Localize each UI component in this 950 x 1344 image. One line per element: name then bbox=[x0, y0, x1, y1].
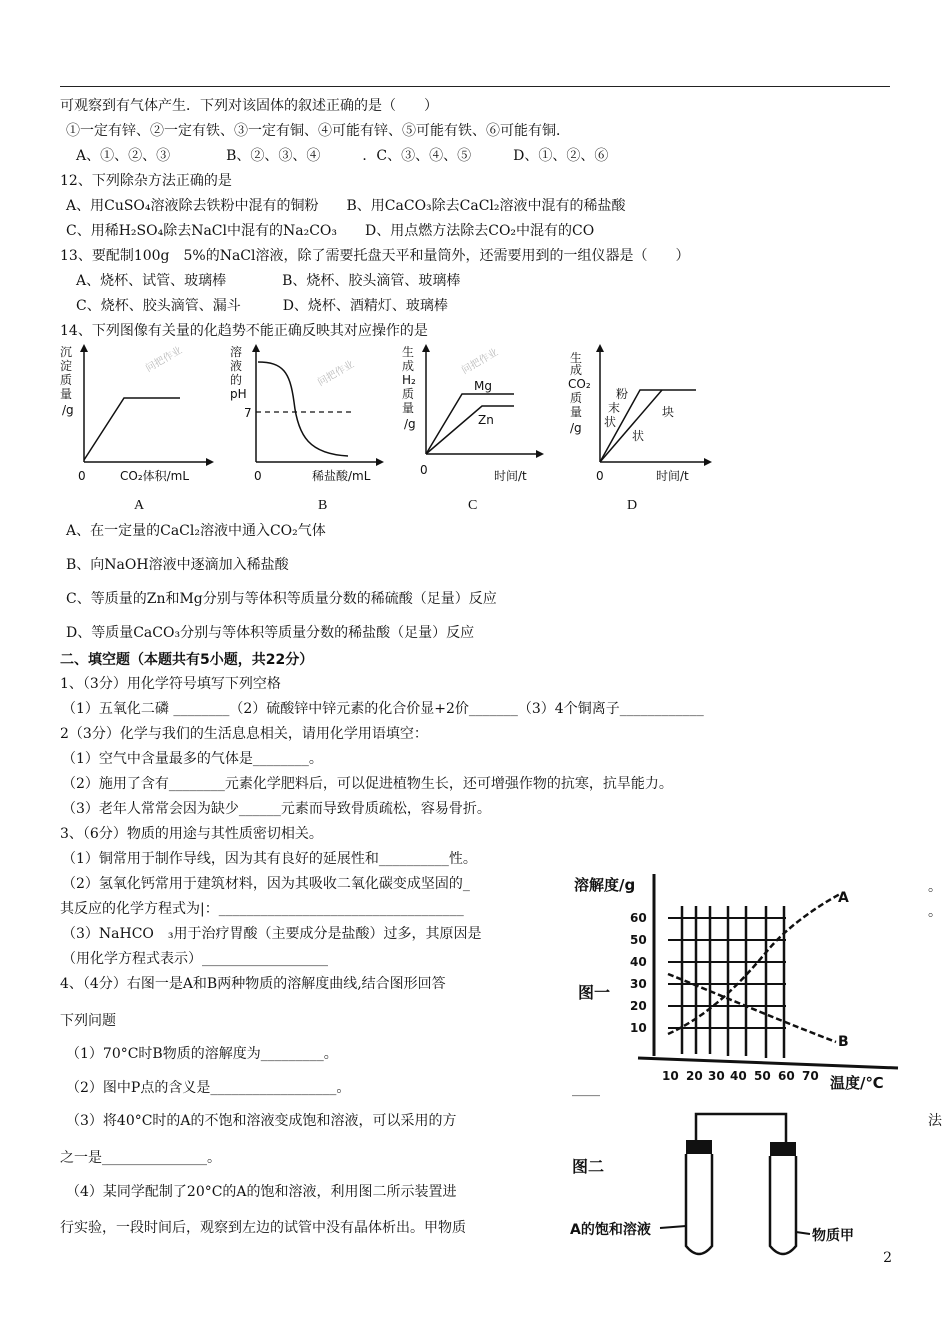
graph-c-zn-label: Zn bbox=[478, 413, 494, 427]
q13-options-ab: A、烧杯、试管、玻璃棒 B、烧杯、胶头滴管、玻璃棒 bbox=[76, 273, 461, 289]
graph-c-ylabel-4: 质 bbox=[402, 387, 415, 401]
graph-c-mg-label: Mg bbox=[474, 379, 492, 393]
q14-option-c: C、等质量的Zn和Mg分别与等体积等质量分数的稀硫酸（足量）反应 bbox=[66, 591, 497, 607]
figure-1-xtick-7: 70 bbox=[802, 1069, 819, 1083]
fill-q2-part3: （3）老年人常常会因为缺少______元素而导致骨质疏松，容易骨折。 bbox=[62, 801, 491, 817]
fill-q4-part3-2: 之一是_______________。 bbox=[60, 1150, 221, 1166]
fill-q2-stem: 2（3分）化学与我们的生活息息相关，请用化学用语填空： bbox=[60, 726, 428, 742]
figure-1-ylabel: 溶解度/g bbox=[574, 876, 636, 894]
page-number: 2 bbox=[883, 1250, 892, 1266]
graph-a-watermark: 问把作业 bbox=[144, 345, 185, 375]
graph-d-ylabel-6: /g bbox=[570, 421, 582, 435]
fill-q4-part2: （2）图中P点的含义是__________________。 bbox=[66, 1080, 351, 1096]
figure-1-curve-b-label: B bbox=[838, 1034, 849, 1050]
fill-q3-part3-eq: （用化学方程式表示）__________________ bbox=[62, 951, 328, 967]
graph-b-watermark: 问把作业 bbox=[316, 359, 357, 389]
graph-d-ylabel: 生 bbox=[570, 351, 583, 365]
graph-d-powder-label-2: 末 bbox=[608, 401, 621, 415]
q12-stem: 12、下列除杂方法正确的是 bbox=[60, 173, 232, 189]
fill-q3-part1: （1）铜常用于制作导线，因为其有良好的延展性和__________性。 bbox=[62, 851, 477, 867]
q13-stem: 13、要配制100g 5%的NaCl溶液，除了需要托盘天平和量筒外，还需要用到的一组仪器是（ ） bbox=[60, 248, 690, 264]
q11-options: A、①、②、③ B、②、③、④ ．C、③、④、⑤ D、①、②、⑥ bbox=[76, 148, 609, 164]
figure-1-label: 图一 bbox=[578, 983, 611, 1002]
graph-b-ylabel-3: 的 bbox=[230, 373, 243, 387]
graph-a-origin: 0 bbox=[78, 469, 86, 483]
graph-c-caption: C bbox=[468, 498, 478, 513]
graph-d-powder-label-3: 状 bbox=[604, 415, 617, 429]
graph-b-xlabel: 稀盐酸/mL bbox=[312, 469, 371, 483]
figure-1-xtick-4: 40 bbox=[730, 1069, 747, 1083]
figure-1-ytick-5: 20 bbox=[630, 999, 647, 1013]
q14-option-a: A、在一定量的CaCl₂溶液中通入CO₂气体 bbox=[66, 523, 326, 539]
figure-1-xtick: 10 bbox=[662, 1069, 679, 1083]
graph-b-origin: 0 bbox=[254, 469, 262, 483]
fill-q4-part4-2: 行实验，一段时间后，观察到左边的试管中没有晶体析出。甲物质 bbox=[60, 1220, 466, 1236]
figure-1-xtick-6: 60 bbox=[778, 1069, 795, 1083]
header-rule bbox=[60, 86, 890, 87]
q14-stem: 14、下列图像有关量的化趋势不能正确反映其对应操作的是 bbox=[60, 323, 428, 339]
figure-1-xlabel: 温度/℃ bbox=[830, 1074, 884, 1092]
fill-q3-part3: （3）NaHCO ₃用于治疗胃酸（主要成分是盐酸）过多，其原因是 bbox=[62, 926, 482, 942]
figure-1-ytick-4: 30 bbox=[630, 977, 647, 991]
figure-2-label: 图二 bbox=[572, 1157, 605, 1176]
graph-b-ylabel-4: pH bbox=[230, 387, 247, 401]
fill-q4-part1: （1）70°C时B物质的溶解度为_________。 bbox=[66, 1046, 338, 1062]
fill-q4-stem: 4、（4分）右图一是A和B两种物质的溶解度曲线,结合图形回答 bbox=[60, 976, 446, 992]
figure-1-solubility bbox=[568, 866, 908, 1098]
figure-1-xtick-3: 30 bbox=[708, 1069, 725, 1083]
figure-1-xtick-2: 20 bbox=[686, 1069, 703, 1083]
graph-c-xlabel: 时间/t bbox=[494, 469, 527, 483]
graph-b bbox=[228, 342, 388, 492]
figure-2-left-label: A的饱和溶液 bbox=[570, 1222, 651, 1238]
graph-d-xlabel: 时间/t bbox=[656, 469, 689, 483]
graph-c-watermark: 问把作业 bbox=[460, 347, 501, 377]
figure-1-ytick-6: 10 bbox=[630, 1021, 647, 1035]
section-2-heading: 二、填空题（本题共有5小题，共22分） bbox=[60, 652, 314, 668]
figure-1-ytick-3: 40 bbox=[630, 955, 647, 969]
q12-options-cd: C、用稀H₂SO₄除去NaCl中混有的Na₂CO₃ D、用点燃方法除去CO₂中混有的CO bbox=[66, 223, 595, 239]
fill-q4-stem-2: 下列问题 bbox=[60, 1013, 116, 1029]
margin-mark-1: 。 bbox=[928, 879, 942, 895]
fill-q4-part3: （3）将40°C时的A的不饱和溶液变成饱和溶液，可以采用的方 bbox=[66, 1113, 457, 1129]
graph-d-ylabel-4: 质 bbox=[570, 391, 583, 405]
graph-d-origin: 0 bbox=[596, 469, 604, 483]
graph-d-block-label-2: 状 bbox=[632, 429, 645, 443]
margin-mark-3: 法 bbox=[928, 1113, 942, 1129]
figure-2-right-label: 物质甲 bbox=[812, 1228, 854, 1244]
figure-1-curve-a-label: A bbox=[838, 890, 849, 906]
graph-a-caption: A bbox=[134, 498, 145, 513]
graph-d-ylabel-3: CO₂ bbox=[568, 377, 591, 391]
margin-blank: ____ bbox=[572, 1081, 600, 1097]
fill-q3-equation: 其反应的化学方程式为|：___________________________________ bbox=[60, 901, 464, 917]
graph-d bbox=[566, 342, 716, 492]
q12-options-ab: A、用CuSO₄溶液除去铁粉中混有的铜粉 B、用CaCO₃除去CaCl₂溶液中混有的稀盐酸 bbox=[66, 198, 626, 214]
fill-q2-part1: （1）空气中含量最多的气体是________。 bbox=[62, 751, 323, 767]
fill-q1-stem: 1、（3分）用化学符号填写下列空格 bbox=[60, 676, 281, 692]
graph-d-caption: D bbox=[627, 498, 638, 513]
fill-q3-part2: （2）氢氧化钙常用于建筑材料，因为其吸收二氧化碳变成坚固的_ bbox=[62, 876, 470, 892]
fill-q3-stem: 3、（6分）物质的用途与其性质密切相关。 bbox=[60, 826, 323, 842]
graph-a-ylabel-2: 淀 bbox=[60, 359, 73, 373]
figure-1-ytick-2: 50 bbox=[630, 933, 647, 947]
graph-b-ylabel-2: 液 bbox=[230, 359, 243, 373]
fill-q2-part2: （2）施用了含有________元素化学肥料后，可以促进植物生长，还可增强作物的抗寒，抗旱能力。 bbox=[62, 776, 673, 792]
graph-c-ylabel-6: /g bbox=[404, 417, 416, 431]
graph-a bbox=[58, 342, 218, 492]
q13-options-cd: C、烧杯、胶头滴管、漏斗 D、烧杯、酒精灯、玻璃棒 bbox=[76, 298, 448, 314]
graph-a-xlabel: CO₂体积/mL bbox=[120, 469, 190, 483]
graph-c-ylabel: 生 bbox=[402, 345, 415, 359]
q14-option-b: B、向NaOH溶液中逐滴加入稀盐酸 bbox=[66, 557, 289, 573]
graph-d-powder-label: 粉 bbox=[616, 387, 629, 401]
graph-d-ylabel-5: 量 bbox=[570, 405, 583, 419]
graph-a-ylabel: 沉 bbox=[60, 345, 73, 359]
fill-q4-part4: （4）某同学配制了20°C的A的饱和溶液，利用图二所示装置进 bbox=[66, 1184, 457, 1200]
figure-1-xtick-5: 50 bbox=[754, 1069, 771, 1083]
graph-c-origin: 0 bbox=[420, 463, 428, 477]
fill-q1-blanks: （1）五氧化二磷 ________（2）硫酸锌中锌元素的化合价显+2价_______（3）4个铜离子____________ bbox=[62, 701, 704, 717]
graph-a-ylabel-5: /g bbox=[62, 403, 74, 417]
graph-b-caption: B bbox=[318, 498, 328, 513]
graph-c bbox=[398, 342, 548, 492]
figure-2-apparatus bbox=[568, 1106, 908, 1270]
q11-statements: ①一定有锌、②一定有铁、③一定有铜、④可能有锌、⑤可能有铁、⑥可能有铜． bbox=[66, 123, 570, 139]
q11-stem: 可观察到有气体产生．下列对该固体的叙述正确的是（ ） bbox=[60, 98, 438, 114]
graph-c-ylabel-2: 成 bbox=[402, 359, 415, 373]
graph-d-block-label: 块 bbox=[662, 405, 675, 419]
margin-mark-2: 。 bbox=[928, 904, 942, 920]
graph-a-ylabel-3: 质 bbox=[60, 373, 73, 387]
graph-c-ylabel-3: H₂ bbox=[402, 373, 416, 387]
graph-d-ylabel-2: 成 bbox=[570, 363, 583, 377]
graph-a-ylabel-4: 量 bbox=[60, 387, 73, 401]
graph-b-ylabel: 溶 bbox=[230, 345, 243, 359]
graph-b-ph7-label: 7 bbox=[244, 406, 252, 420]
graph-c-ylabel-5: 量 bbox=[402, 401, 415, 415]
q14-option-d: D、等质量CaCO₃分别与等体积等质量分数的稀盐酸（足量）反应 bbox=[66, 625, 475, 641]
figure-1-ytick: 60 bbox=[630, 911, 647, 925]
